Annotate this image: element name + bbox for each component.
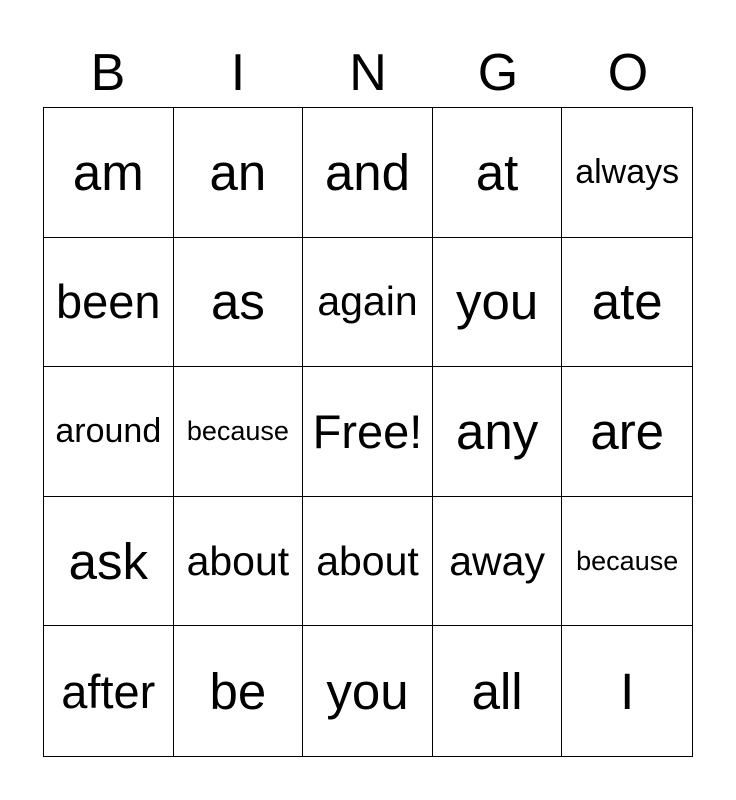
bingo-cell[interactable]: as — [174, 238, 304, 368]
bingo-cell[interactable]: you — [433, 238, 563, 368]
bingo-cell[interactable]: all — [433, 626, 563, 756]
bingo-cell[interactable]: about — [303, 497, 433, 627]
bingo-cell[interactable]: you — [303, 626, 433, 756]
header-letter-b: B — [90, 44, 126, 102]
bingo-cell[interactable]: again — [303, 238, 433, 368]
free-space-cell[interactable]: Free! — [303, 367, 433, 497]
bingo-cell[interactable]: am — [44, 108, 174, 238]
bingo-cell[interactable]: and — [303, 108, 433, 238]
bingo-cell[interactable]: been — [44, 238, 174, 368]
bingo-cell[interactable]: are — [562, 367, 692, 497]
header-letter-n: N — [349, 44, 387, 102]
bingo-cell[interactable]: any — [433, 367, 563, 497]
bingo-cell[interactable]: at — [433, 108, 563, 238]
bingo-cell[interactable]: be — [174, 626, 304, 756]
bingo-cell[interactable]: ask — [44, 497, 174, 627]
header-letter-o: O — [607, 44, 649, 102]
bingo-cell[interactable]: because — [562, 497, 692, 627]
bingo-cell[interactable]: ate — [562, 238, 692, 368]
bingo-cell[interactable]: around — [44, 367, 174, 497]
header-letter-i: I — [230, 44, 246, 102]
bingo-cell[interactable]: away — [433, 497, 563, 627]
bingo-cell[interactable]: an — [174, 108, 304, 238]
bingo-cell[interactable]: about — [174, 497, 304, 627]
header-letter-g: G — [477, 44, 519, 102]
bingo-cell[interactable]: always — [562, 108, 692, 238]
bingo-cell[interactable]: because — [174, 367, 304, 497]
bingo-cell[interactable]: I — [620, 662, 635, 720]
bingo-header — [43, 40, 693, 106]
bingo-board — [43, 107, 693, 757]
bingo-cell[interactable]: after — [44, 626, 174, 756]
